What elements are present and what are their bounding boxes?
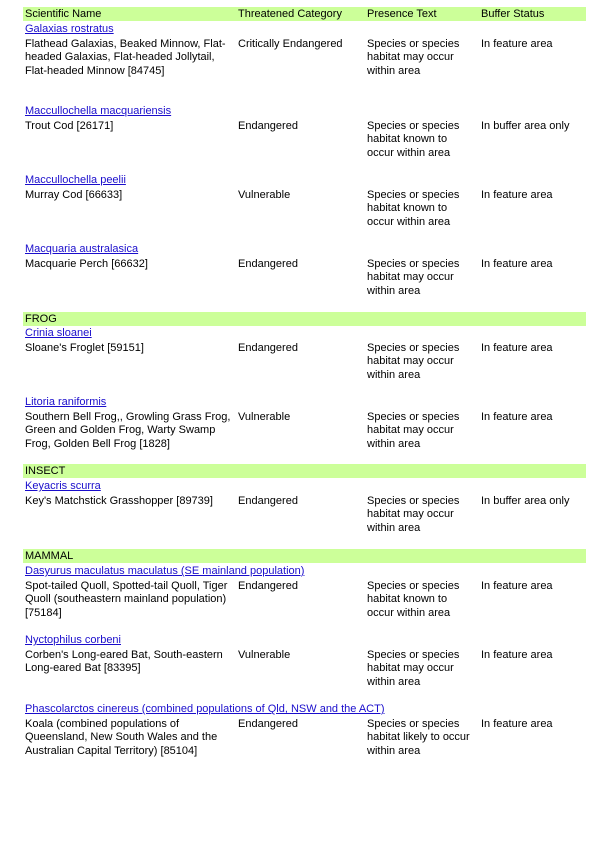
scientific-name-link[interactable]: Maccullochella macquariensis bbox=[25, 105, 172, 117]
common-name: Corben's Long-eared Bat, South-eastern Long-eared Bat [83395] bbox=[25, 649, 223, 675]
threatened-category: Endangered bbox=[238, 718, 298, 730]
header-presence-text: Presence Text bbox=[367, 8, 437, 20]
scientific-name-link[interactable]: Macquaria australasica bbox=[25, 243, 139, 255]
common-name: Trout Cod [26171] bbox=[25, 120, 114, 132]
common-name: Southern Bell Frog,, Growling Grass Frog, Green and Golden Frog, Warty Swamp Frog, Golden Bell Frog [1828] bbox=[25, 411, 231, 450]
scientific-name-link[interactable]: Galaxias rostratus bbox=[25, 23, 114, 35]
scientific-name-link[interactable]: Dasyurus maculatus maculatus (SE mainland population) bbox=[25, 565, 305, 577]
buffer-status: In buffer area only bbox=[481, 495, 570, 507]
common-name: Key's Matchstick Grasshopper [89739] bbox=[25, 495, 213, 507]
threatened-category: Vulnerable bbox=[238, 649, 291, 661]
buffer-status: In feature area bbox=[481, 189, 553, 201]
threatened-category: Endangered bbox=[238, 580, 298, 592]
presence-text: Species or species habitat may occur within area bbox=[367, 649, 460, 688]
group-header-insect bbox=[23, 464, 586, 478]
group-header-frog bbox=[23, 312, 586, 326]
common-name: Murray Cod [66633] bbox=[25, 189, 123, 201]
threatened-category: Vulnerable bbox=[238, 411, 291, 423]
presence-text: Species or species habitat may occur within area bbox=[367, 258, 460, 297]
group-header-mammal bbox=[23, 549, 586, 563]
presence-text: Species or species habitat known to occur within area bbox=[367, 580, 460, 619]
header-threatened-category: Threatened Category bbox=[238, 8, 342, 20]
presence-text: Species or species habitat may occur within area bbox=[367, 495, 460, 534]
presence-text: Species or species habitat known to occur within area bbox=[367, 189, 460, 228]
common-name: Macquarie Perch [66632] bbox=[25, 258, 148, 270]
threatened-category: Critically Endangered bbox=[238, 38, 343, 50]
presence-text: Species or species habitat may occur within area bbox=[367, 411, 460, 450]
threatened-category: Endangered bbox=[238, 495, 298, 507]
scientific-name-link[interactable]: Crinia sloanei bbox=[25, 327, 92, 339]
presence-text: Species or species habitat may occur within area bbox=[367, 342, 460, 381]
buffer-status: In feature area bbox=[481, 580, 553, 592]
common-name: Sloane's Froglet [59151] bbox=[25, 342, 144, 354]
buffer-status: In feature area bbox=[481, 38, 553, 50]
presence-text: Species or species habitat likely to occur within area bbox=[367, 718, 470, 757]
scientific-name-link[interactable]: Keyacris scurra bbox=[25, 480, 101, 492]
threatened-category: Endangered bbox=[238, 258, 298, 270]
group-label: INSECT bbox=[25, 465, 66, 477]
header-buffer-status: Buffer Status bbox=[481, 8, 545, 20]
buffer-status: In feature area bbox=[481, 649, 553, 661]
scientific-name-link[interactable]: Maccullochella peelii bbox=[25, 174, 126, 186]
presence-text: Species or species habitat may occur within area bbox=[367, 38, 460, 77]
buffer-status: In feature area bbox=[481, 342, 553, 354]
scientific-name-link[interactable]: Nyctophilus corbeni bbox=[25, 634, 121, 646]
buffer-status: In buffer area only bbox=[481, 120, 570, 132]
buffer-status: In feature area bbox=[481, 411, 553, 423]
presence-text: Species or species habitat known to occur within area bbox=[367, 120, 460, 159]
table-header bbox=[23, 7, 586, 21]
scientific-name-link[interactable]: Litoria raniformis bbox=[25, 396, 107, 408]
threatened-category: Endangered bbox=[238, 120, 298, 132]
scientific-name-link[interactable]: Phascolarctos cinereus (combined populations of Qld, NSW and the ACT) bbox=[25, 703, 385, 715]
common-name: Spot-tailed Quoll, Spotted-tail Quoll, Tiger Quoll (southeastern mainland population) [75184] bbox=[25, 580, 228, 619]
header-scientific-name: Scientific Name bbox=[25, 8, 102, 20]
common-name: Flathead Galaxias, Beaked Minnow, Flat-headed Galaxias, Flat-headed Jollytail, Flat-headed Minnow [84745] bbox=[25, 38, 226, 77]
common-name: Koala (combined populations of Queensland, New South Wales and the Australian Capital Territory) [85104] bbox=[25, 718, 218, 757]
threatened-category: Endangered bbox=[238, 342, 298, 354]
group-label: FROG bbox=[25, 313, 57, 325]
buffer-status: In feature area bbox=[481, 718, 553, 730]
threatened-category: Vulnerable bbox=[238, 189, 291, 201]
buffer-status: In feature area bbox=[481, 258, 553, 270]
group-label: MAMMAL bbox=[25, 550, 74, 562]
